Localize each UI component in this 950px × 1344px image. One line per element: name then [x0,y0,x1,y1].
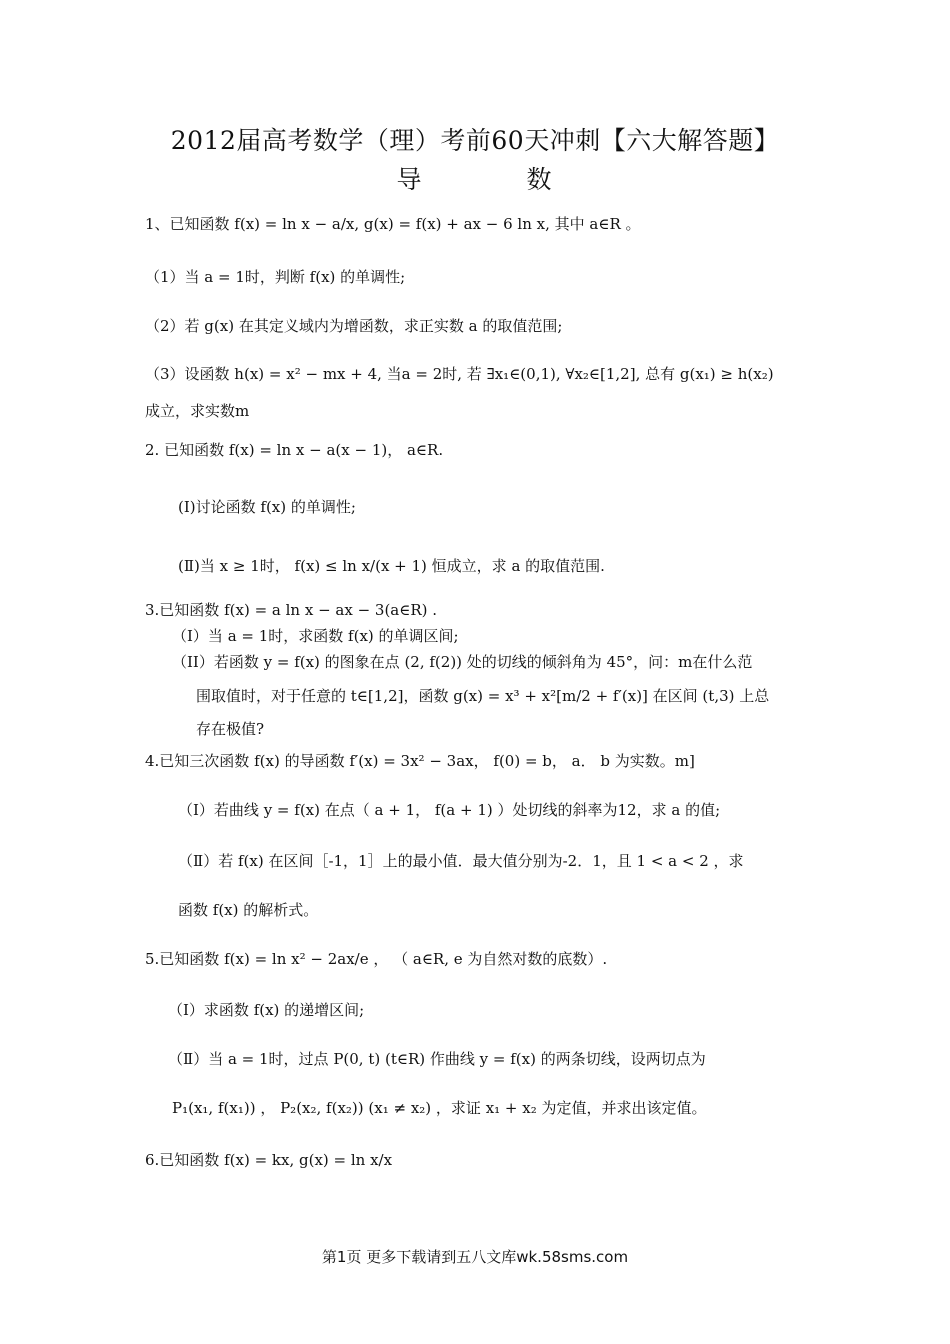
problem-line: 3.已知函数 f(x) = a ln x − ax − 3(a∈R) . [145,601,438,619]
problem-line: 1、已知函数 f(x) = ln x − a/x, g(x) = f(x) + ax − 6 ln x, 其中 a∈R 。 [145,215,641,233]
problem-line: 围取值时，对于任意的 t∈[1,2]，函数 g(x) = x³ + x²[m/2 + f′(x)] 在区间 (t,3) 上总 [196,687,770,705]
problem-line: （Ⅱ）当 a = 1时，过点 P(0, t) (t∈R) 作曲线 y = f(x) 的两条切线，设两切点为 [168,1050,706,1068]
problem-line: 存在极值? [196,720,265,738]
problem-line: P₁(x₁, f(x₁)) ， P₂(x₂, f(x₂)) (x₁ ≠ x₂) ，求证 x₁ + x₂ 为定值，并求出该定值。 [172,1099,707,1117]
problem-line: 函数 f(x) 的解析式。 [178,901,319,919]
problem-line: (Ⅱ)当 x ≥ 1时， f(x) ≤ ln x/(x + 1) 恒成立，求 a 的取值范围. [178,557,605,575]
problem-line: （Ⅰ）求函数 f(x) 的递增区间; [168,1001,365,1019]
page-subtitle: 导 数 [396,165,592,194]
problem-line: （I）当 a = 1时，求函数 f(x) 的单调区间; [172,627,459,645]
problem-line: （3）设函数 h(x) = x² − mx + 4, 当a = 2时, 若 ∃x₁∈(0,1), ∀x₂∈[1,2], 总有 g(x₁) ≥ h(x₂) [145,365,774,383]
page-footer: 第1页 更多下载请到五八文库wk.58sms.com [321,1248,629,1266]
problem-line: 2. 已知函数 f(x) = ln x − a(x − 1)， a∈R. [145,441,444,459]
problem-line: 4.已知三次函数 f(x) 的导函数 f′(x) = 3x² − 3ax， f(0) = b， a． b 为实数。m] [145,752,695,770]
problem-line: 5.已知函数 f(x) = ln x² − 2ax/e ， （ a∈R, e 为自然对数的底数）. [145,950,608,968]
problem-line: (Ⅰ)讨论函数 f(x) 的单调性; [178,498,356,516]
problem-line: 成立，求实数m [145,402,250,420]
problem-line: （Ⅰ）若曲线 y = f(x) 在点（ a + 1， f(a + 1) ）处切线的斜率为12，求 a 的值; [178,801,721,819]
problem-line: （Ⅱ）若 f(x) 在区间［-1，1］上的最小值．最大值分别为-2．1，且 1 < a < 2 ，求 [178,852,744,870]
page-title: 2012届高考数学（理）考前60天冲刺【六大解答题】 [170,126,780,155]
problem-line: （2）若 g(x) 在其定义域内为增函数，求正实数 a 的取值范围; [145,317,563,335]
problem-line: （II）若函数 y = f(x) 的图象在点 (2, f(2)) 处的切线的倾斜角为 45°，问：m在什么范 [172,653,753,671]
problem-line: （1）当 a = 1时，判断 f(x) 的单调性; [145,268,406,286]
problem-line: 6.已知函数 f(x) = kx, g(x) = ln x/x [145,1151,393,1169]
